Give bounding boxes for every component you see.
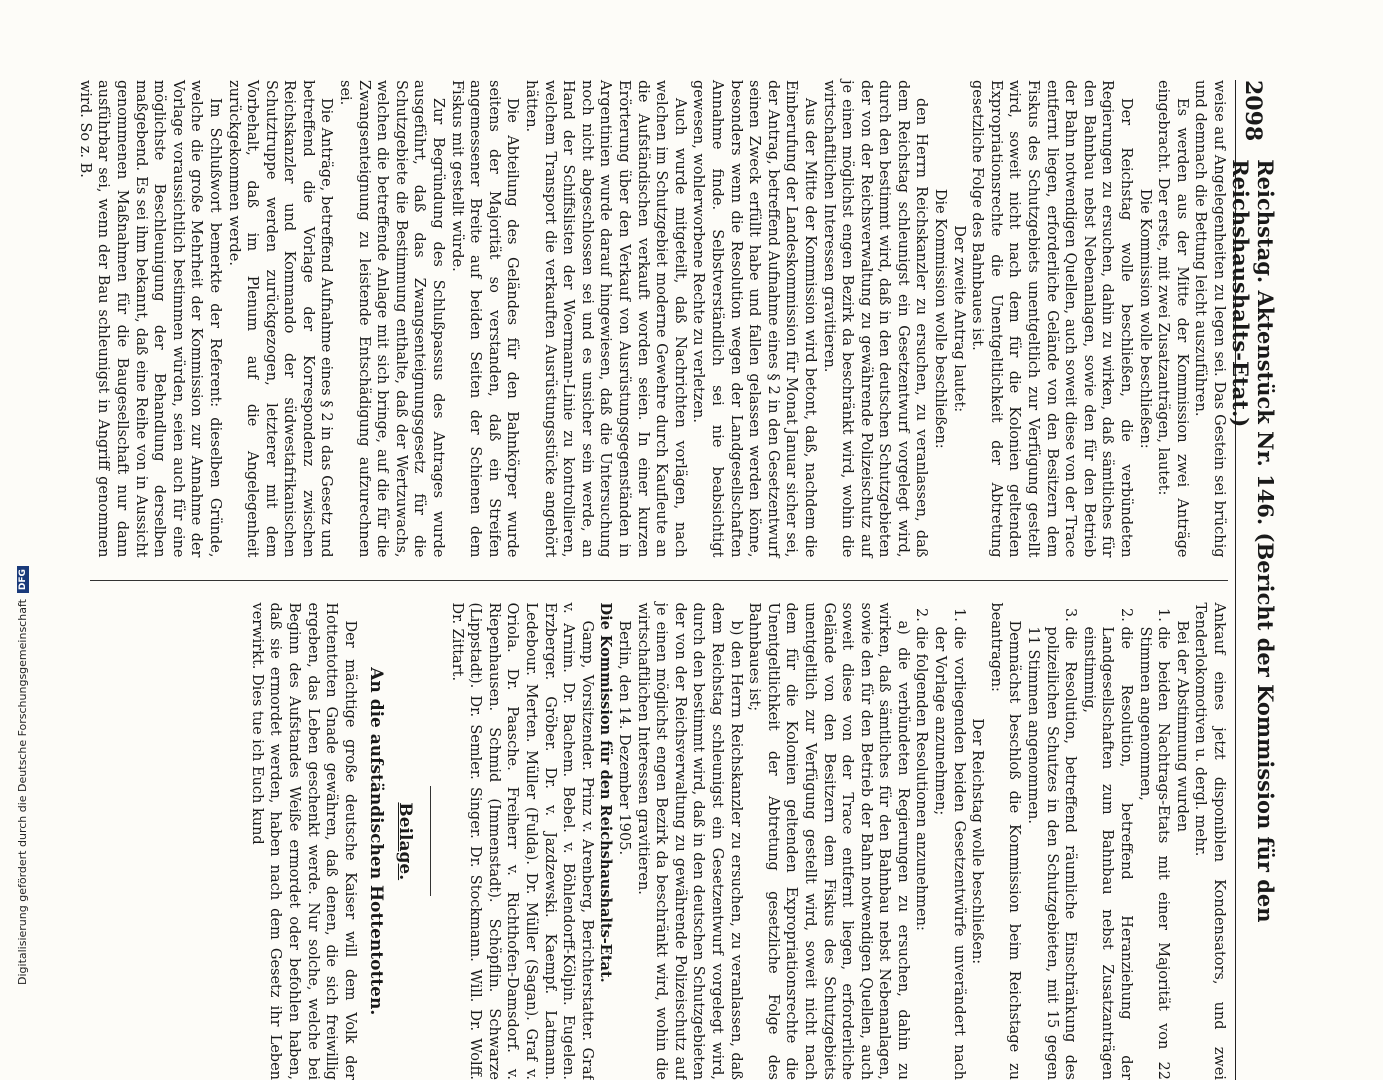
paragraph: Bei der Abstimmung wurden — [1172, 603, 1191, 1080]
page-header — [1235, 80, 1270, 1080]
member-list: Gamp, Vorsitzender. Prinz v. Arenberg, Berichterstatter. Graf v. Arnim. Dr. Bachem. Bebel. v. Böhlendorff-Kölpin. Eugelen. Erzberger. Gröber. Dr. v. Jazdzewski. Kaempf. Latmann. Ledebour. Merten. Müller (Fulda). Dr. Müller (Sagan). Graf v. Oriola. Dr. Paasche. Freiherr v. Richthofen-Damsdorf. v. Riepenhausen. Schmid (Immenstadt). Schöpflin. Schwarze (Lippstadt). Dr. Semler. Singer. Dr. Stockmann. Will. Dr. Wolff. Dr. Zittart. — [447, 603, 596, 1080]
motion-list — [912, 603, 968, 1080]
resolution-b-text: den Herrn Reichskanzler zu ersuchen, zu veranlassen, daß dem Reichstag schleunigst ein Gesetzentwurf vorgelegt wird, durch den bestimmt wird, daß in den deutschen Schutzgebieten der von der Reichsverwaltung zu gewährende Polizeischutz auf je einen möglichst engen Bezirk da beschränkt wird, wohin die wirtschaftlichen Interessen gravitieren. — [635, 603, 744, 1080]
right-column — [90, 603, 1228, 1080]
paragraph: den Herrn Reichskanzler zu ersuchen, zu veranlassen, daß dem Reichstag schleunigst ein Gesetzentwurf vorgelegt wird, durch den bestimmt wird, daß in den deutschen Schutzgebieten der von der Reichsverwaltung zu gewährende Polizeischutz auf je einen möglichst engen Bezirk da beschränkt wird, wohin die wirtschaftlichen Interessen gravitieren. — [819, 80, 931, 558]
resolution-a-text: die verbündeten Regierungen zu ersuchen, dahin zu wirken, daß sämtliches für den Bahnbau nebst Nebenanlagen, sowie den für den Betrieb der Bahn notwendigen Quellen, auch soweit diese von der Trace entfernt liegen, erforderliche Gelände von den Besitzern dem Fiskus des Schutzgebiets unentgeltlich zur Verfügung gestellt wird, soweit nicht nach dem für die Kolonien geltenden Expropriationsrechte die Unentgeltlichkeit der Abtretung gesetzliche Folge des Bahnbaues ist; — [746, 603, 911, 1080]
paragraph: Der zweite Antrag lautet: — [949, 80, 968, 558]
list-item: 1. die vorliegenden beiden Gesetzentwürfe unverändert nach der Vorlage anzunehmen; — [931, 627, 968, 1080]
page-title: Reichstag. Aktenstück Nr. 146. (Bericht der Kommission für den Reichshaushalts-Etat.) — [1228, 159, 1278, 1080]
left-column — [90, 80, 1228, 558]
resolution-a: a) die verbündeten Regierungen zu ersuchen, dahin zu wirken, daß sämtliches für den Bahnbau nebst Nebenanlagen, sowie den für den Betrieb der Bahn notwendigen Quellen, auch soweit diese von der Trace entfernt liegen, erforderliche Gelände von den Besitzern dem Fiskus des Schutzgebiets unentgeltlich zur Verfügung gestellt wird, soweit nicht nach dem für die Kolonien geltenden Expropriationsrechte die Unentgeltlichkeit der Abtretung gesetzliche Folge des Bahnbaues ist; — [745, 603, 912, 1080]
paragraph: Demnächst beschloß die Kommission beim Reichstage zu beantragen: — [986, 603, 1023, 1080]
paragraph: Zur Begründung des Schlußpassus des Antrages wurde ausgeführt, daß das Zwangsenteignungsgesetz für die Schutzgebiete die Bestimmung enthalte, daß der Wertzuwachs, welchen die betreffende Anlage mit sich bringe, auf die für die Zwangsenteignung zu leistende Entschädigung aufzurechnen sei. — [336, 80, 448, 558]
paragraph: Aus der Mitte der Kommission wird betont, daß, nachdem die Einberufung der Landeskommission für Monat Januar sicher sei, der Antrag, betreffend Aufnahme eines § 2 in den Gesetzentwurf seinen Zweck erfüllt habe und fallen gelassen werden könne, besonders wenn die Resolution wegen der Landgesellschaften Annahme finde. Selbstverständlich sei nie beabsichtigt gewesen, wohlerworbene Rechte zu verletzen. — [689, 80, 819, 558]
page-number: 2098 — [1240, 80, 1266, 141]
paragraph: Auch wurde mitgeteilt, daß Nachrichten vorlägen, nach welchen im Schutzgebiet moderne Gewehre durch Kaufleute an die Aufständischen verkauft worden seien. In einer kurzen Erörterung über den Verkauf von Ausrüstungsgegenständen in Argentinien wurde darauf hingewiesen, daß die Untersuchung noch nicht abgeschlossen sei und es unsicher sein werde, an Hand der Schiffslisten der Woermann-Linie zu kontrollieren, welchem Transport die verkauften Ausrüstungsstücke angehört hätten. — [521, 80, 688, 558]
resolution-b: b) den Herrn Reichskanzler zu ersuchen, zu veranlassen, daß dem Reichstag schleunigst ein Gesetzentwurf vorgelegt wird, durch den bestimmt wird, daß in den deutschen Schutzgebieten der von der Reichsverwaltung zu gewährende Polizeischutz auf je einen möglichst engen Bezirk da beschränkt wird, wohin die wirtschaftlichen Interessen gravitieren. — [633, 603, 745, 1080]
digitization-credit — [16, 566, 29, 985]
list-item: 3. die Resolution, betreffend räumliche Einschränkung des polizeilichen Schutzes in den Schutzgebieten, mit 15 gegen 11 Stimmen angenommen. — [1023, 627, 1079, 1080]
separator — [430, 786, 431, 896]
document-page — [90, 80, 1270, 1080]
beilage-text: Der mächtige große deutsche Kaiser will dem Volk der Hottentotten Gnade gewähren, daß denen, die sich freiwillig ergeben, das Leben geschenkt werde. Nur solche, welche bei Beginn des Aufstandes Weiße ermordet oder befohlen haben, daß sie ermordet werden, haben nach dem Gesetz ihr Leben verwirkt. Dies tue ich Euch kund — [247, 603, 359, 1080]
paragraph: Der Reichstag wolle beschließen: — [968, 603, 987, 1080]
credit-text: Digitalisierung gefördert durch die Deutsche Forschungsgemeinschaft — [16, 599, 29, 985]
paragraph: Die Kommission wolle beschließen: — [931, 80, 950, 558]
paragraph: Die Kommission wolle beschließen: — [1135, 80, 1154, 558]
list-item: 2. die Resolution, betreffend Heranziehung der Landgesellschaften zum Bahnbau nebst Zusatzanträgen einstimmig, — [1079, 627, 1135, 1080]
paragraph: Die Anträge, betreffend Aufnahme eines § 2 in das Gesetz und betreffend die Vorlage der Korrespondenz zwischen Reichskanzler und Kommando der südwestafrikanischen Schutztruppe werden zurückgezogen, letzterer mit dem Vorbehalt, daß im Plenum auf die Angelegenheit zurückgekommen werde. — [224, 80, 336, 558]
paragraph: Im Schlußwort bemerkte der Referent: dieselben Gründe, welche die große Mehrheit der Kommission zur Annahme der Vorlage voraussichtlich bestimmen würden, seien auch für eine möglichste Beschleunigung der Behandlung derselben maßgebend. Es sei ihm bekannt, daß eine Reihe von in Aussicht genommenen Maßnahmen für die Baugesellschaft nur dann ausführbar sei, wenn der Bau schleunigst in Angriff genommen wird. So z. B. — [75, 80, 224, 558]
list-item: 1. die beiden Nachtrags-Etats mit einer Majorität von 22 Stimmen angenommen, — [1135, 627, 1172, 1080]
paragraph: weise auf Angelegenheiten zu legen sei. Das Gestein sei brüchig und demnach die Bettung leicht auszuführen. — [1191, 80, 1228, 558]
column-divider — [90, 580, 1228, 581]
beilage-heading: An die aufständischen Hottentotten. — [367, 603, 386, 1080]
date-line: Berlin, den 14. Dezember 1905. — [614, 603, 633, 1080]
commission-title: Die Kommission für den Reichshaushalts-Etat. — [596, 603, 615, 1080]
paragraph: Es werden aus der Mitte der Kommission zwei Anträge eingebracht. Der erste, mit zwei Zusatzanträgen, lautet: — [1154, 80, 1191, 558]
paragraph: Ankauf eines jetzt disponiblen Kondensators, und zwei Tenderlokomotiven u. dergl. mehr. — [1191, 603, 1228, 1080]
vote-list — [1023, 603, 1172, 1080]
paragraph: Die Abteilung des Geländes für den Bahnkörper wurde seitens der Majorität so verstanden, daß ein Streifen angemessener Breite auf beiden Seiten der Schienen dem Fiskus mit gestellt würde. — [447, 80, 521, 558]
list-item: 2. die folgenden Resolutionen anzunehmen: — [912, 627, 931, 1080]
dfg-logo: DFG — [17, 566, 29, 593]
paragraph: Der Reichstag wolle beschließen, die verbündeten Regierungen zu ersuchen, dahin zu wirken, daß sämtliches für den Bahnbau nebst Nebenanlagen, sowie den für den Betrieb der Bahn notwendigen Quellen, auch soweit diese von der Trace entfernt liegen, erforderliche Gelände von den Besitzern dem Fiskus des Schutzgebiets unentgeltlich zur Verfügung gestellt wird, soweit nicht nach dem für die Kolonien geltenden Expropriationsrechte die Unentgeltlichkeit der Abtretung gesetzliche Folge des Bahnbaues ist. — [968, 80, 1135, 558]
beilage-title: Beilage. — [395, 603, 414, 1080]
